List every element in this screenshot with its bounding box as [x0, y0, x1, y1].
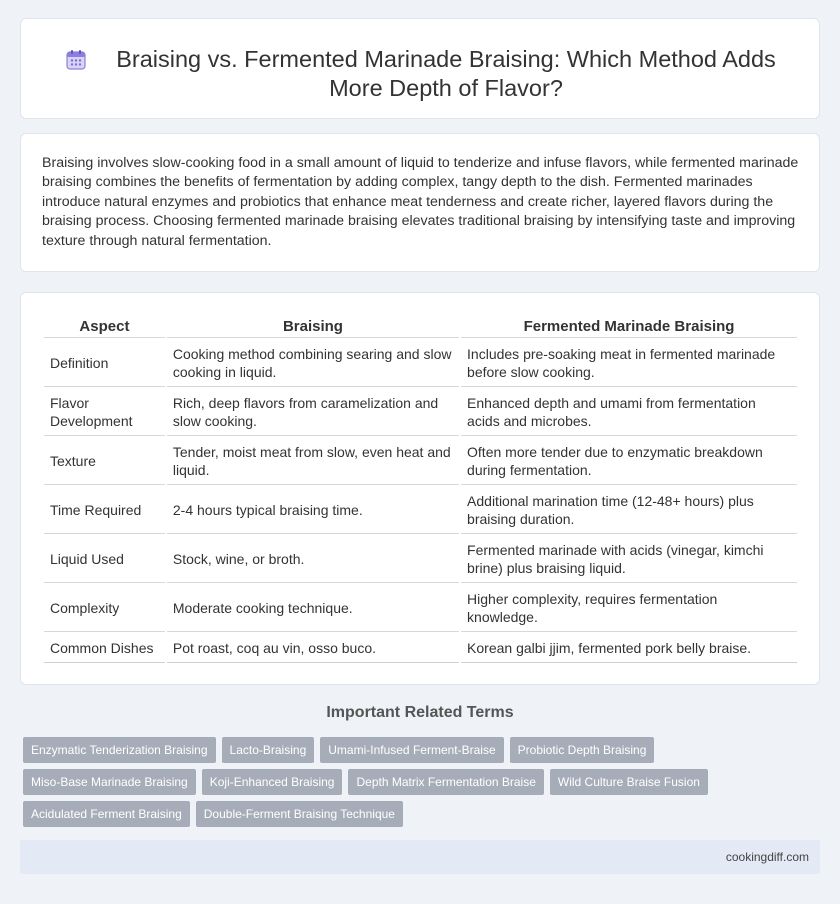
cell-fermented: Often more tender due to enzymatic breakdown during fermentation.: [461, 436, 797, 485]
cell-braising: Tender, moist meat from slow, even heat and liquid.: [167, 436, 459, 485]
cell-aspect: Common Dishes: [44, 632, 165, 663]
table-row: [44, 436, 797, 485]
footer: [20, 840, 820, 874]
cell-aspect: Texture: [44, 436, 165, 485]
page-title: Braising vs. Fermented Marinade Braising: Which Method Adds More Depth of Flavor?: [116, 46, 776, 101]
footer-site-link[interactable]: cookingdiff.com: [725, 850, 809, 864]
table-row: [44, 387, 797, 436]
cell-braising: Stock, wine, or broth.: [167, 534, 459, 583]
table-row: [44, 338, 797, 387]
cell-aspect: Flavor Development: [44, 387, 165, 436]
related-term-tag[interactable]: Lacto-Braising: [222, 737, 315, 763]
related-term-tag[interactable]: Probiotic Depth Braising: [510, 737, 655, 763]
cell-fermented: Enhanced depth and umami from fermentation acids and microbes.: [461, 387, 797, 436]
title-card: [20, 18, 820, 119]
related-term-tag[interactable]: Umami-Infused Ferment-Braise: [320, 737, 503, 763]
table-row: [44, 534, 797, 583]
cell-fermented: Fermented marinade with acids (vinegar, kimchi brine) plus braising liquid.: [461, 534, 797, 583]
cell-aspect: Definition: [44, 338, 165, 387]
intro-paragraph: Braising involves slow-cooking food in a small amount of liquid to tenderize and infuse flavors, while fermented marinade braising combines the benefits of fermentation by adding complex, tangy depth to the dish. Fermented marinades introduce natural enzymes and probiotics that enhance meat tenderness and create richer, layered flavors during the braising process. Choosing fermented marinade braising elevates traditional braising by intensifying taste and improving texture through natural fermentation.: [42, 155, 799, 249]
table-row: [44, 583, 797, 632]
cell-fermented: Additional marination time (12-48+ hours) plus braising duration.: [461, 485, 797, 534]
cell-aspect: Time Required: [44, 485, 165, 534]
related-terms-list: [23, 737, 823, 827]
calendar-icon: [65, 49, 87, 71]
table-row: [44, 485, 797, 534]
header-braising: Braising: [167, 315, 459, 338]
header-fermented: Fermented Marinade Braising: [461, 315, 797, 338]
cell-fermented: Higher complexity, requires fermentation knowledge.: [461, 583, 797, 632]
related-terms-heading: Important Related Terms: [326, 704, 514, 721]
cell-aspect: Liquid Used: [44, 534, 165, 583]
cell-fermented: Includes pre-soaking meat in fermented marinade before slow cooking.: [461, 338, 797, 387]
related-term-tag[interactable]: Wild Culture Braise Fusion: [550, 769, 708, 795]
cell-braising: 2-4 hours typical braising time.: [167, 485, 459, 534]
related-term-tag[interactable]: Double-Ferment Braising Technique: [196, 801, 403, 827]
related-term-tag[interactable]: Acidulated Ferment Braising: [23, 801, 190, 827]
related-term-tag[interactable]: Miso-Base Marinade Braising: [23, 769, 196, 795]
table-header-row: [44, 315, 797, 338]
cell-braising: Moderate cooking technique.: [167, 583, 459, 632]
related-term-tag[interactable]: Enzymatic Tenderization Braising: [23, 737, 216, 763]
related-term-tag[interactable]: Depth Matrix Fermentation Braise: [348, 769, 543, 795]
table-row: [44, 632, 797, 663]
cell-braising: Rich, deep flavors from caramelization and slow cooking.: [167, 387, 459, 436]
related-term-tag[interactable]: Koji-Enhanced Braising: [202, 769, 343, 795]
cell-fermented: Korean galbi jjim, fermented pork belly braise.: [461, 632, 797, 663]
header-aspect: Aspect: [44, 315, 165, 338]
intro-card: [20, 133, 820, 272]
cell-braising: Pot roast, coq au vin, osso buco.: [167, 632, 459, 663]
cell-aspect: Complexity: [44, 583, 165, 632]
comparison-table: [42, 315, 799, 663]
cell-braising: Cooking method combining searing and slow cooking in liquid.: [167, 338, 459, 387]
comparison-card: [20, 292, 820, 685]
